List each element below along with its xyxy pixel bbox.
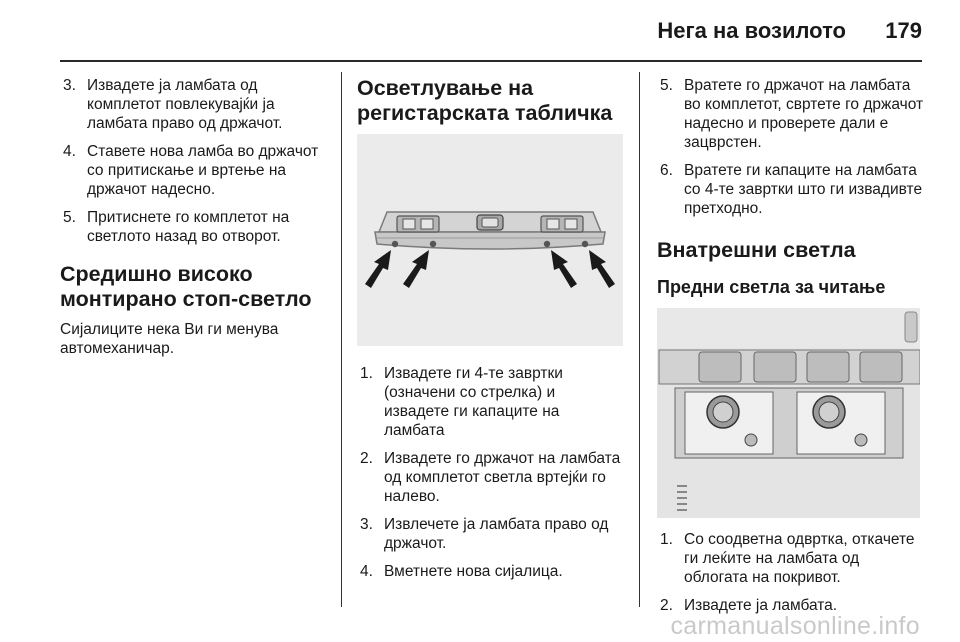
watermark: carmanualsonline.info xyxy=(670,612,920,640)
step-number: 4. xyxy=(360,563,373,580)
header-rule xyxy=(60,60,922,62)
list-item xyxy=(357,364,623,440)
column-divider xyxy=(639,72,640,607)
step-text: Извадете ја ламбата. xyxy=(684,597,838,614)
column-divider xyxy=(341,72,342,607)
step-text: Вратете ги капаците на ламбата со 4-те завртки што ги извадивте претходно. xyxy=(684,162,923,217)
list-item xyxy=(357,562,623,581)
column-middle xyxy=(357,76,623,590)
step-text: Извлечете ја ламбата право од држачот. xyxy=(384,516,609,552)
step-number: 5. xyxy=(660,77,673,94)
figure-license-plate-light xyxy=(357,134,623,346)
step-number: 5. xyxy=(63,209,76,226)
step-number: 2. xyxy=(360,450,373,467)
list-item xyxy=(60,208,332,246)
step-text: Притиснете го комплетот на светлото назад во отворот. xyxy=(87,209,290,245)
step-text: Извадете ги 4-те завртки (означени со стрелка) и извадете ги капаците на ламбата xyxy=(384,365,563,439)
page-number: 179 xyxy=(885,18,922,43)
section-body: Сијалиците нека Ви ги менува автомеханичар. xyxy=(60,321,279,357)
steps-list xyxy=(657,76,927,218)
column-right xyxy=(657,76,927,624)
step-text: Вратете го држачот на ламбата во комплетот, свртете го држачот надесно и проверете дали е зацврстен. xyxy=(684,77,924,151)
figure-reading-lights xyxy=(657,308,920,518)
subsection-title-reading-lights: Предни светла за читање xyxy=(657,277,886,297)
step-number: 3. xyxy=(360,516,373,533)
step-text: Извадете го држачот на ламбата од комплетот светла вртејќи го налево. xyxy=(384,450,621,505)
steps-list xyxy=(60,76,332,246)
step-text: Извадете ја ламбата од комплетот повлекувајќи ја ламбата право од држачот. xyxy=(87,77,283,132)
column-left xyxy=(60,76,332,358)
list-item xyxy=(657,530,927,587)
list-item xyxy=(657,161,927,218)
step-text: Ставете нова ламба во држачот со притискање и вртење на држачот надесно. xyxy=(87,143,319,198)
section-title-brake-light: Средишно високо монтирано стоп-светло xyxy=(60,262,312,311)
step-number: 1. xyxy=(660,531,673,548)
step-text: Вметнете нова сијалица. xyxy=(384,563,563,580)
page-header xyxy=(0,0,960,62)
list-item xyxy=(60,142,332,199)
step-number: 4. xyxy=(63,143,76,160)
list-item xyxy=(657,76,927,152)
list-item xyxy=(357,449,623,506)
step-number: 2. xyxy=(660,597,673,614)
step-number: 3. xyxy=(63,77,76,94)
list-item xyxy=(357,515,623,553)
step-number: 1. xyxy=(360,365,373,382)
header-title: Нега на возилото xyxy=(657,18,846,43)
section-title-interior-lights: Внатрешни светла xyxy=(657,238,856,262)
steps-list xyxy=(357,364,623,581)
step-text: Со соодветна одвртка, откачете ги леќите на ламбата од облогата на покривот. xyxy=(684,531,915,586)
step-number: 6. xyxy=(660,162,673,179)
list-item xyxy=(60,76,332,133)
section-title-plate-light: Осветлување на регистарската табличка xyxy=(357,76,613,125)
steps-list xyxy=(657,530,927,615)
